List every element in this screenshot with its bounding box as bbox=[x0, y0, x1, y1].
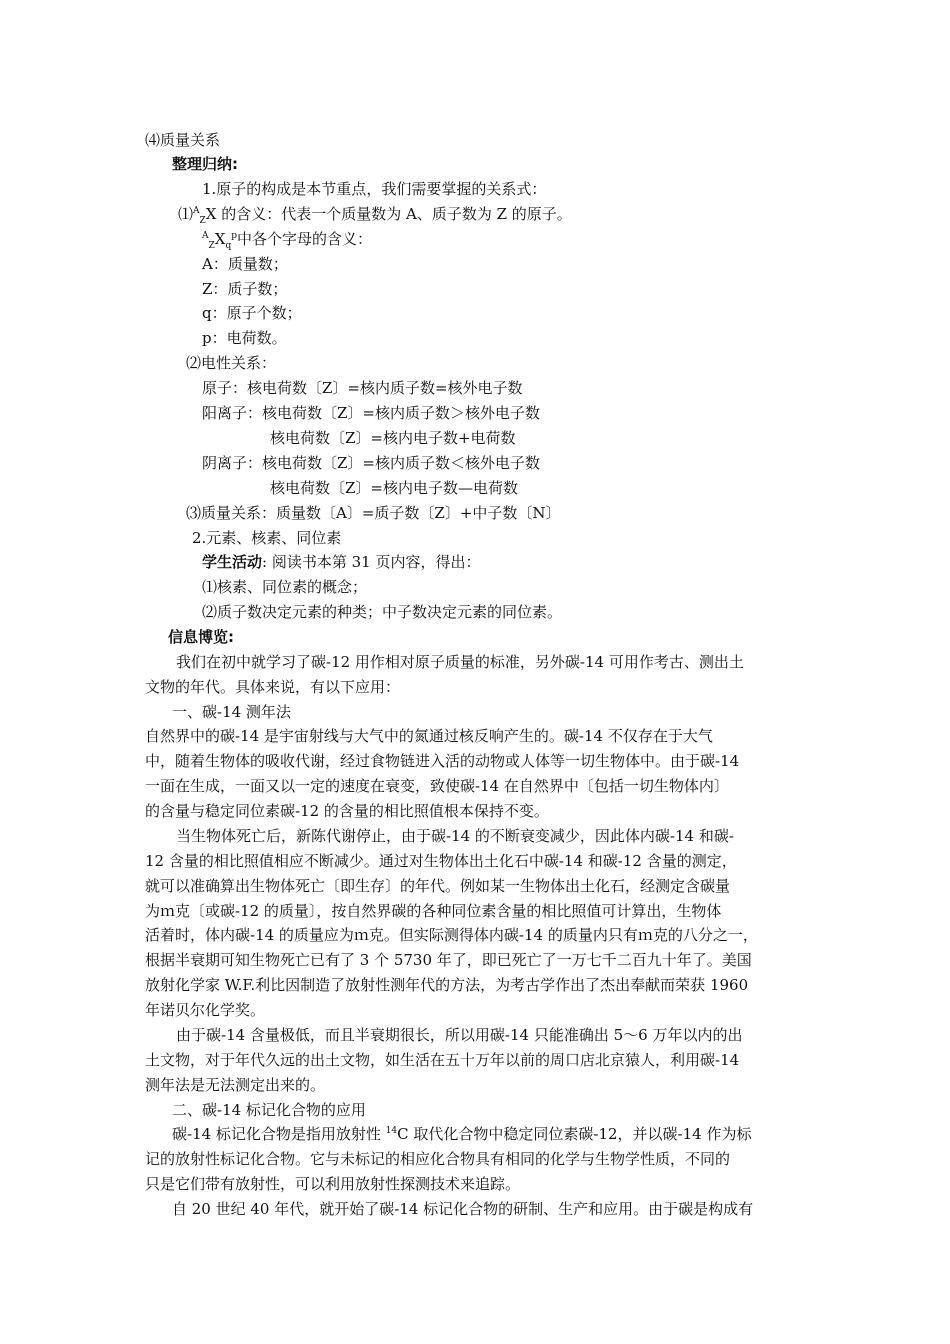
p1-line: 自然界中的碳-14 是宇宙射线与大气中的氮通过核反响产生的。碳-14 不仅存在于大气 bbox=[145, 727, 713, 745]
letter-meaning: A：质量数； bbox=[202, 255, 288, 273]
letter-meaning: p：电荷数。 bbox=[202, 329, 287, 347]
p3-line: 土文物，对于年代久远的出土文物，如生活在五十万年以前的周口店北京猿人，利用碳-14 bbox=[145, 1051, 740, 1069]
charge-line-anion: 阴离子：核电荷数〔Z〕=核内质子数＜核外电子数 bbox=[202, 454, 540, 472]
p3-line: 测年法是无法测定出来的。 bbox=[145, 1076, 326, 1094]
summary-heading: 整理归纳: bbox=[172, 155, 238, 173]
mass-relation: ⑶质量关系：质量数〔A〕=质子数〔Z〕+中子数〔N〕 bbox=[186, 504, 561, 522]
activity-point: ⑵质子数决定元素的种类；中子数决定元素的同位素。 bbox=[202, 603, 563, 621]
letter-meaning: q：原子个数； bbox=[202, 304, 302, 322]
section-2-title: 二、碳-14 标记化合物的应用 bbox=[172, 1101, 366, 1119]
info-intro-line: 文物的年代。具体来说，有以下应用： bbox=[145, 678, 401, 696]
letter-meaning: Z：质子数； bbox=[202, 280, 288, 298]
p2-line: 活着时，体内碳-14 的质量应为ｍ克。但实际测得体内碳-14 的质量内只有ｍ克的八分之一， bbox=[145, 926, 758, 944]
p2-line: 放射化学家 W.F.利比因制造了放射性测年代的方法，为考古学作出了杰出奉献而荣获 1960 bbox=[145, 976, 749, 994]
student-activity-label: 学生活动 bbox=[202, 553, 263, 571]
p4-line: 只是它们带有放射性，可以利用放射性探测技术来追踪。 bbox=[145, 1175, 521, 1193]
summary-item-2: 2.元素、核素、同位素 bbox=[192, 529, 342, 547]
p2-line: 12 含量的相比照值相应不断减少。通过对生物体出土化石中碳-14 和碳-12 含量的测定， bbox=[145, 852, 737, 870]
charge-line-atom: 原子：核电荷数〔Z〕=核内质子数=核外电子数 bbox=[202, 379, 523, 397]
p1-line: 一面在生成，一面又以一定的速度在衰变，致使碳-14 在自然界中〔包括一切生物体内〕 bbox=[145, 777, 729, 795]
p2-line: 当生物体死亡后，新陈代谢停止，由于碳-14 的不断衰变减少，因此体内碳-14 和碳- bbox=[176, 827, 734, 845]
p2-line: 根据半衰期可知生物死亡已有了 3 个 5730 年了，即已死亡了一万七千二百九十年了。美国 bbox=[145, 951, 752, 969]
p1-line: 的含量与稳定同位素碳-12 的含量的相比照值根本保持不变。 bbox=[145, 802, 549, 820]
p5-line: 自 20 世纪 40 年代，就开始了碳-14 标记化合物的研制、生产和应用。由于碳是构成有 bbox=[172, 1200, 754, 1218]
p2-line: 年诺贝尔化学奖。 bbox=[145, 1001, 266, 1019]
p4-line: 碳-14 标记化合物是指用放射性 $^{14}$C 取代化合物中稳定同位素碳-12，并以碳-14 作为标 bbox=[172, 1125, 752, 1143]
p2-line: 为ｍ克〔或碳-12 的质量〕，按自然界碳的各种同位素含量的相比照值可计算出，生物体 bbox=[145, 902, 722, 920]
symbol-meaning-line: ⑴$^A_Z$X 的含义：代表一个质量数为 A、质子数为 Z 的原子。 bbox=[178, 205, 572, 226]
p2-line: 就可以准确算出生物体死亡〔即生存〕的年代。例如某一生物体出土化石，经测定含碳量 bbox=[145, 877, 731, 895]
p3-line: 由于碳-14 含量极低，而且半衰期很长，所以用碳-14 只能准确出 5～6 万年以内的出 bbox=[176, 1026, 743, 1044]
charge-line-anion-2: 核电荷数〔Z〕=核内电子数—电荷数 bbox=[270, 479, 518, 497]
info-heading: 信息博览: bbox=[168, 628, 234, 646]
info-intro-line: 我们在初中就学习了碳-12 用作相对原子质量的标准，另外碳-14 可用作考古、测出土 bbox=[176, 653, 744, 671]
p4-line: 记的放射性标记化合物。它与未标记的相应化合物具有相同的化学与生物学性质，不同的 bbox=[145, 1150, 731, 1168]
charge-line-cation: 阳离子：核电荷数〔Z〕=核内质子数＞核外电子数 bbox=[202, 404, 540, 422]
section-1-title: 一、碳-14 测年法 bbox=[172, 703, 291, 721]
section-4-title: ⑷质量关系 bbox=[145, 131, 221, 149]
student-activity-line: 学生活动: 阅读书本第 31 页内容，得出： bbox=[202, 553, 481, 571]
p1-line: 中，随着生物体的吸收代谢，经过食物链进入活的动物或人体等一切生物体中。由于碳-14 bbox=[145, 752, 740, 770]
charge-line-cation-2: 核电荷数〔Z〕=核内电子数+电荷数 bbox=[270, 429, 516, 447]
letters-intro-line: $^A_ZX_q^p$中各个字母的含义： bbox=[202, 230, 372, 251]
activity-point: ⑴核素、同位素的概念； bbox=[202, 578, 368, 596]
summary-item-1: 1.原子的构成是本节重点，我们需要掌握的关系式： bbox=[202, 180, 547, 198]
charge-relation-title: ⑵电性关系： bbox=[186, 354, 277, 372]
